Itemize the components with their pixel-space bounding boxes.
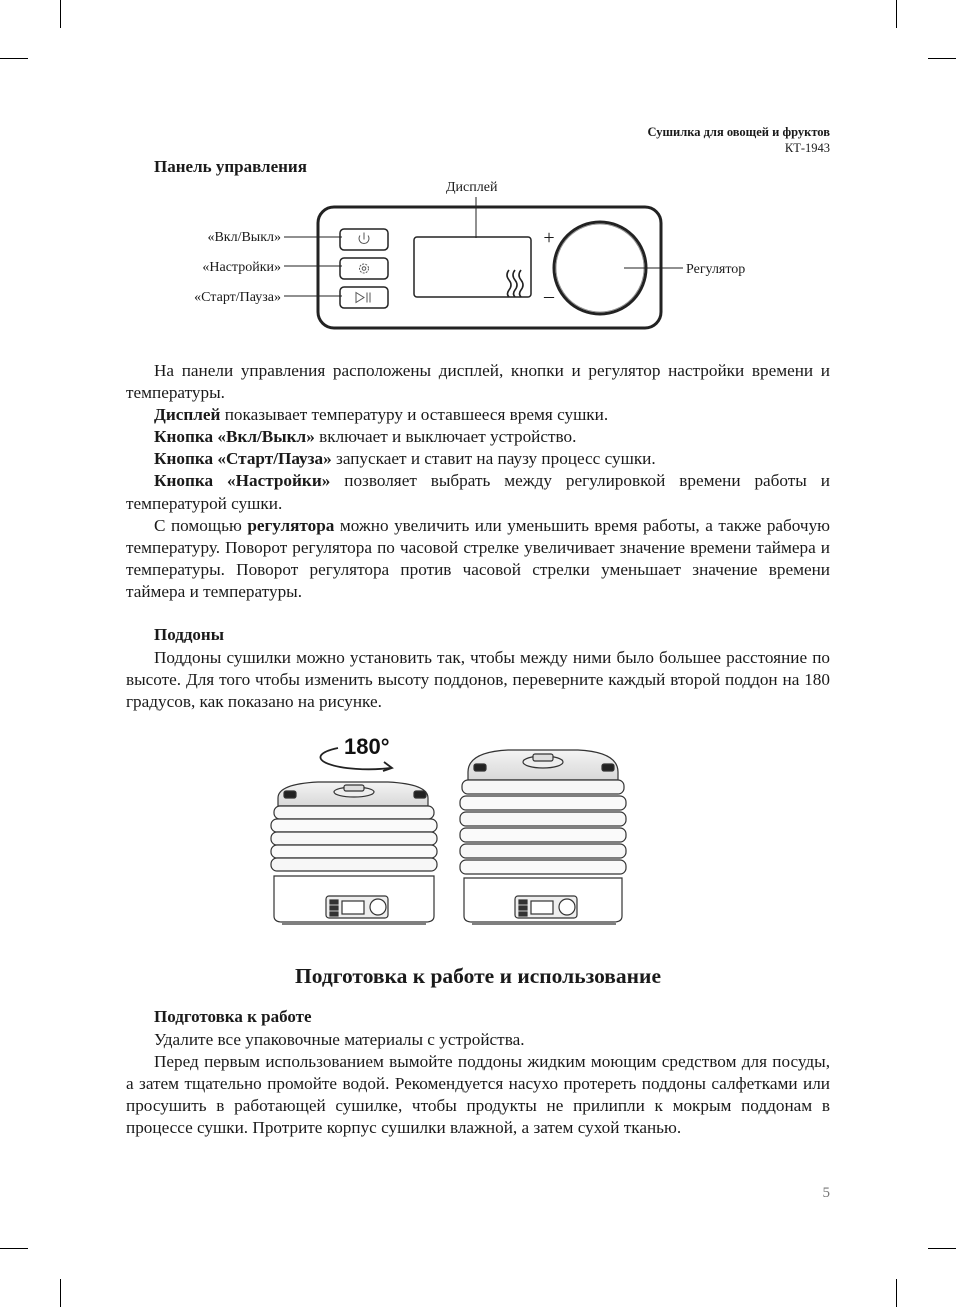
running-header [647,124,830,156]
crop-mark [0,1248,28,1249]
display-term: Дисплей [154,405,221,425]
prep-p2: Перед первым использованием вымойте поддоны жидким моющим средством для посуды, а затем тщательно промойте водой. Рекомендуется насухо протереть поддоны салфетками или просушить в работающей сушилке, чтобы продукты не прилипли к мокрым поддонам в процессе сушки. Протрите корпус сушилки влажной, а затем сухой тканью. [126,1052,830,1138]
dryer-tall [460,750,626,924]
page-number: 5 [822,1185,830,1201]
power-callout: «Вкл/Выкл» [207,230,281,245]
header-product: Сушилка для овощей и фруктов [647,125,830,139]
minus-sign: – [544,285,554,307]
main-section-title: Подготовка к работе и использование [295,964,661,988]
settings-term: Кнопка «Настройки» [154,471,331,491]
prep-description [126,1029,830,1139]
settings-text: позволяет выбрать между регулировкой времени работы и температурой сушки. [126,471,830,513]
panel-section-title: Панель управления [154,157,307,176]
display-callout: Дисплей [446,180,498,195]
display-screen [414,237,531,297]
knob-term: регулятора [247,515,335,535]
panel-intro: На панели управления расположены дисплей, кнопки и регулятор настройки времени и температуры. [126,361,830,403]
settings-callout: «Настройки» [202,260,281,275]
trays-description [126,647,830,713]
crop-mark [0,58,28,59]
trays-text: Поддоны сушилки можно установить так, чтобы между ними было большее расстояние по высоте. Для того чтобы изменить высоту поддонов, переверните каждый второй поддон на 180 градусов, как показано на рисунке. [126,648,830,712]
crop-mark [896,1279,897,1307]
crop-mark [60,1279,61,1307]
control-panel-figure [150,178,810,338]
play-pause-icon [356,293,370,303]
start-callout: «Старт/Пауза» [194,290,281,305]
crop-mark [896,0,897,28]
gear-icon [360,264,369,273]
knob-pre: С помощью [154,515,248,535]
power-icon [359,233,369,244]
display-desc [126,404,830,426]
knob-desc [126,515,830,603]
dryer-compact [271,782,437,924]
power-term: Кнопка «Вкл/Выкл» [154,427,315,447]
trays-section-title: Поддоны [154,625,225,644]
start-text: запускает и ставит на паузу процесс сушки. [331,449,656,469]
prep-section-title: Подготовка к работе [154,1007,312,1026]
prep-p1: Удалите все упаковочные материалы с устройства. [154,1030,525,1049]
panel-description [126,360,830,603]
header-model: КТ-1943 [784,141,830,155]
start-term: Кнопка «Старт/Пауза» [154,449,332,469]
power-text: включает и выключает устройство. [314,427,577,447]
crop-mark [928,1248,956,1249]
rotation-label: 180° [344,734,390,759]
start-desc [126,448,830,470]
display-text: показывает температуру и оставшееся время сушки. [220,405,609,425]
power-desc [126,426,830,448]
plus-sign: + [543,227,555,249]
crop-mark [60,0,61,28]
knob-text: можно увеличить или уменьшить время работы, а также рабочую температуру. Поворот регулятора по часовой стрелке увеличивает значение времени таймера и температуры. Поворот регулятора против часовой стрелки уменьшает значение времени таймера и температуры. [126,515,831,601]
knob-callout: Регулятор [686,262,746,277]
crop-mark [928,58,956,59]
dryer-trays-figure [266,726,656,934]
settings-button[interactable] [340,258,388,279]
settings-desc [126,470,830,514]
heat-icon [507,270,523,297]
